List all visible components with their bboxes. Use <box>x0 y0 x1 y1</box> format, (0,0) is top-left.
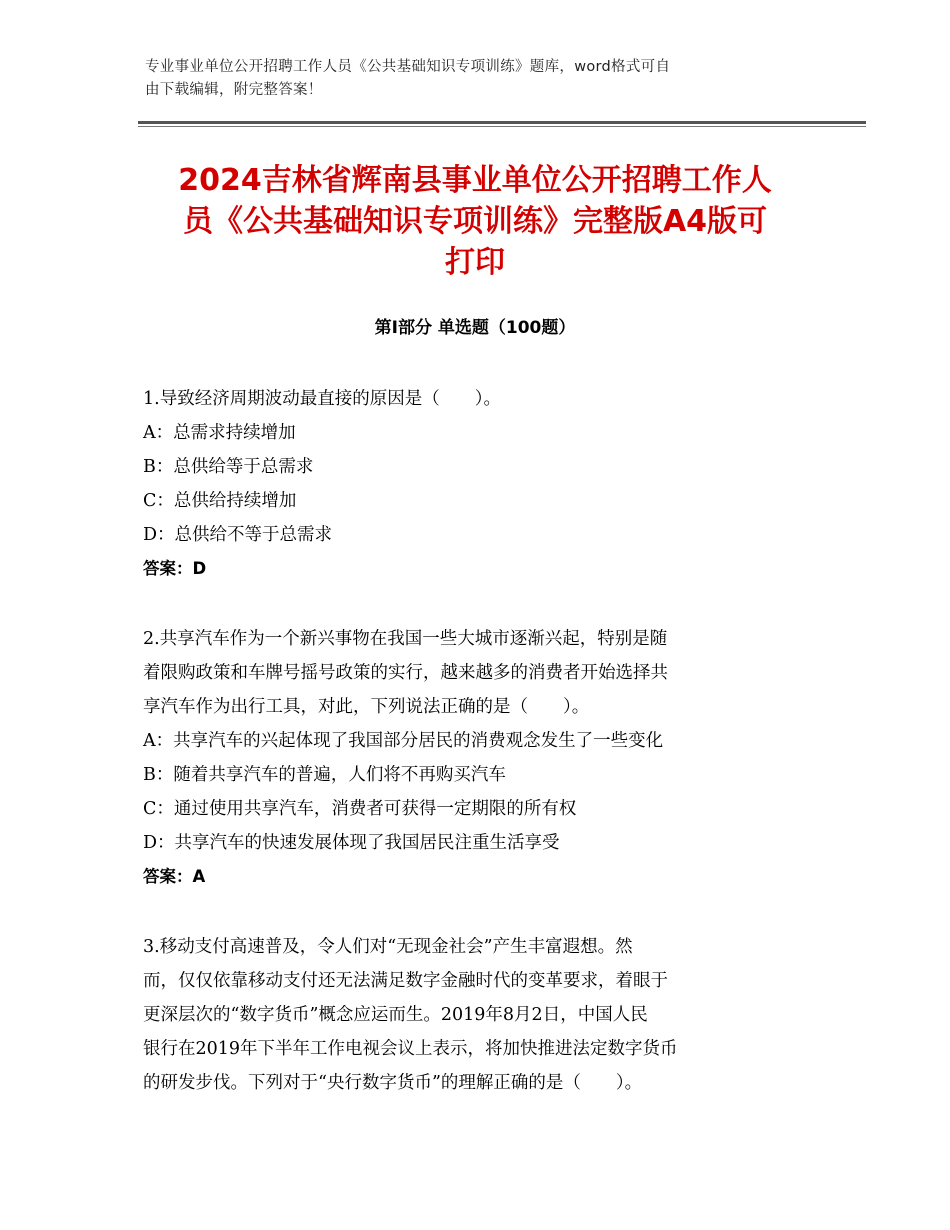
question-stem: 的研发步伐。下列对于“央行数字货币”的理解正确的是（ ）。 <box>143 1073 643 1093</box>
title-line: 员《公共基础知识专项训练》完整版A4版可 <box>182 204 768 239</box>
section-heading: 第Ⅰ部分 单选题（100题） <box>374 318 576 338</box>
option-c: C：总供给持续增加 <box>143 491 297 511</box>
question-stem: 更深层次的“数字货币”概念应运而生。2019年8月2日，中国人民 <box>143 1005 648 1025</box>
option-d: D：总供给不等于总需求 <box>143 525 333 545</box>
option-c: C：通过使用共享汽车，消费者可获得一定期限的所有权 <box>143 799 577 819</box>
question-list <box>143 382 808 1100</box>
question-stem: 而，仅仅依靠移动支付还无法满足数字金融时代的变革要求，着眼于 <box>143 971 668 991</box>
title-line: 打印 <box>445 245 505 280</box>
question-stem: 银行在2019年下半年工作电视会议上表示，将加快推进法定数字货币 <box>143 1039 678 1059</box>
question-stem: 享汽车作为出行工具，对此，下列说法正确的是（ ）。 <box>143 697 590 717</box>
answer-label: 答案：A <box>143 867 206 886</box>
option-b: B：总供给等于总需求 <box>143 457 314 477</box>
question-item <box>143 622 808 894</box>
option-a: A：总需求持续增加 <box>143 423 296 443</box>
document-title <box>120 160 830 283</box>
header-note <box>145 56 810 102</box>
title-line: 2024吉林省辉南县事业单位公开招聘工作人 <box>178 163 772 198</box>
spacer <box>143 894 808 930</box>
question-stem: 着限购政策和车牌号摇号政策的实行，越来越多的消费者开始选择共 <box>143 663 668 683</box>
question-stem: 1.导致经济周期波动最直接的原因是（ ）。 <box>143 389 501 409</box>
header-note-line: 由下载编辑，附完整答案！ <box>145 82 323 98</box>
question-stem: 3.移动支付高速普及，令人们对“无现金社会”产生丰富遐想。然 <box>143 937 633 957</box>
question-item <box>143 930 808 1100</box>
question-stem: 2.共享汽车作为一个新兴事物在我国一些大城市逐渐兴起，特别是随 <box>143 629 668 649</box>
header-divider <box>138 121 866 124</box>
option-d: D：共享汽车的快速发展体现了我国居民注重生活享受 <box>143 833 560 853</box>
option-b: B：随着共享汽车的普遍，人们将不再购买汽车 <box>143 765 506 785</box>
option-a: A：共享汽车的兴起体现了我国部分居民的消费观念发生了一些变化 <box>143 731 664 751</box>
spacer <box>143 586 808 622</box>
question-item <box>143 382 808 586</box>
answer-label: 答案：D <box>143 559 207 578</box>
header-note-line: 专业事业单位公开招聘工作人员《公共基础知识专项训练》题库，word格式可自 <box>145 59 671 75</box>
header-divider-thin <box>138 126 866 127</box>
